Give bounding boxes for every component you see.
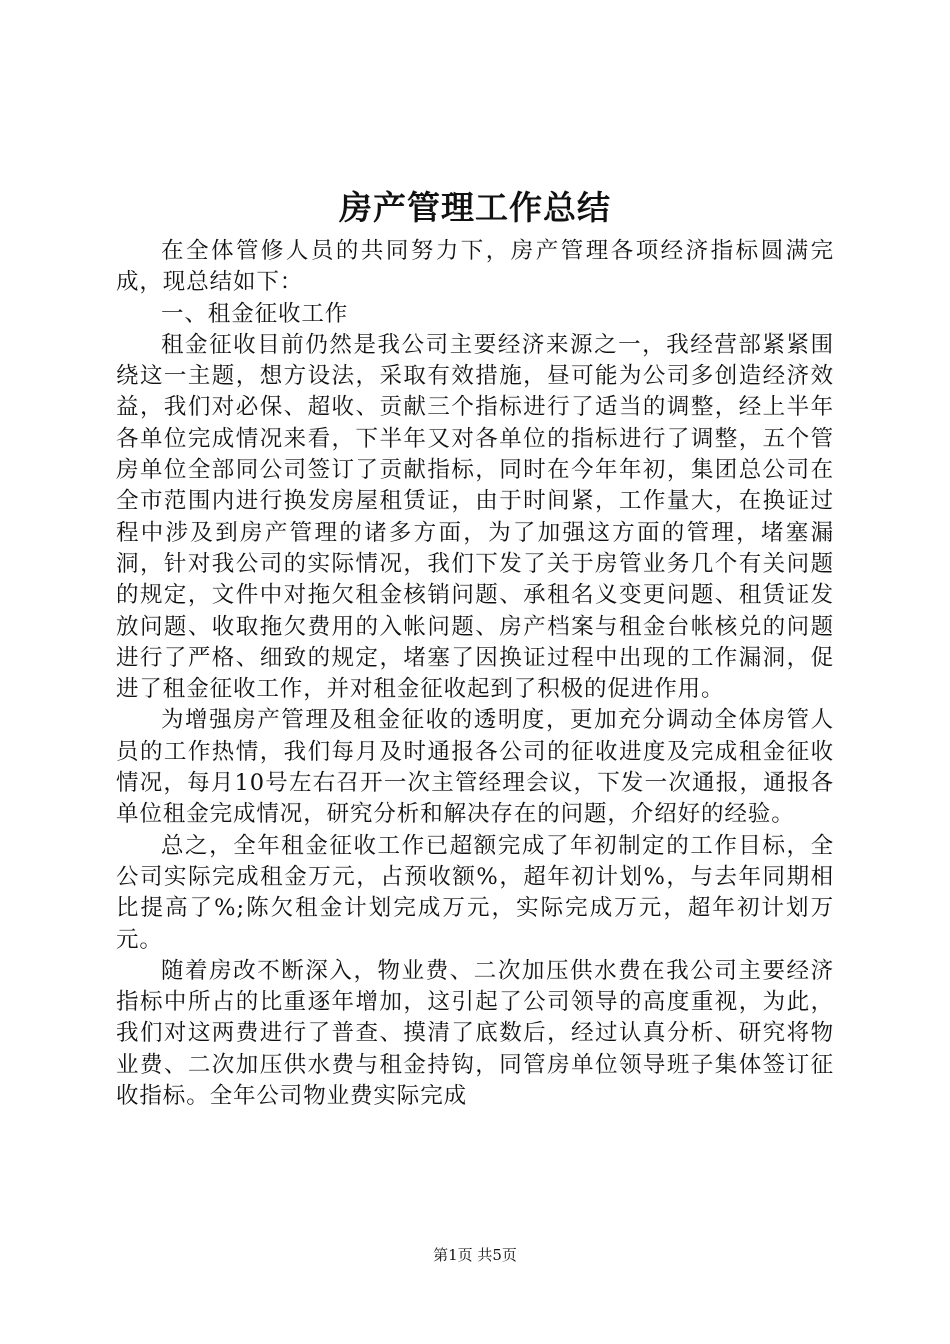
paragraph-summary: 总之，全年租金征收工作已超额完成了年初制定的工作目标，全公司实际完成租金万元，占预收额%，超年初计划%，与去年同期相比提高了%;陈欠租金计划完成万元，实际完成万元，超年初计划万元。: [116, 832, 834, 953]
paragraph-rent-collection: 租金征收目前仍然是我公司主要经济来源之一，我经营部紧紧围绕这一主题，想方设法，采取有效措施，昼可能为公司多创造经济效益，我们对必保、超收、贡献三个指标进行了适当的调整，经上半年各单位完成情况来看，下半年又对各单位的指标进行了调整，五个管房单位全部同公司签订了贡献指标，同时在今年年初，集团总公司在全市范围内进行换发房屋租赁证，由于时间紧，工作量大，在换证过程中涉及到房产管理的诸多方面，为了加强这方面的管理，堵塞漏洞，针对我公司的实际情况，我们下发了关于房管业务几个有关问题的规定，文件中对拖欠租金核销问题、承租名义变更问题、租赁证发放问题、收取拖欠费用的入帐问题、房产档案与租金台帐核兑的问题进行了严格、细致的规定，堵塞了因换证过程中出现的工作漏洞，促进了租金征收工作，并对租金征收起到了积极的促进作用。: [116, 331, 834, 703]
paragraph-transparency: 为增强房产管理及租金征收的透明度，更加充分调动全体房管人员的工作热情，我们每月及时通报各公司的征收进度及完成租金征收情况，每月10号左右召开一次主管经理会议，下发一次通报，通报各单位租金完成情况，研究分析和解决存在的问题，介绍好的经验。: [116, 707, 834, 828]
page-footer: 第1页 共5页: [433, 1246, 517, 1264]
section-heading-rent: 一、租金征收工作: [161, 300, 349, 327]
paragraph-intro: 在全体管修人员的共同努力下，房产管理各项经济指标圆满完成，现总结如下：: [116, 238, 834, 296]
paragraph-property-fees: 随着房改不断深入，物业费、二次加压供水费在我公司主要经济指标中所占的比重逐年增加，这引起了公司领导的高度重视，为此，我们对这两费进行了普查、摸清了底数后，经过认真分析、研究将物业费、二次加压供水费与租金持钩，同管房单位领导班子集体签订征收指标。全年公司物业费实际完成: [116, 957, 834, 1110]
document-title: 房产管理工作总结: [339, 188, 611, 227]
document-body: [116, 236, 834, 1112]
